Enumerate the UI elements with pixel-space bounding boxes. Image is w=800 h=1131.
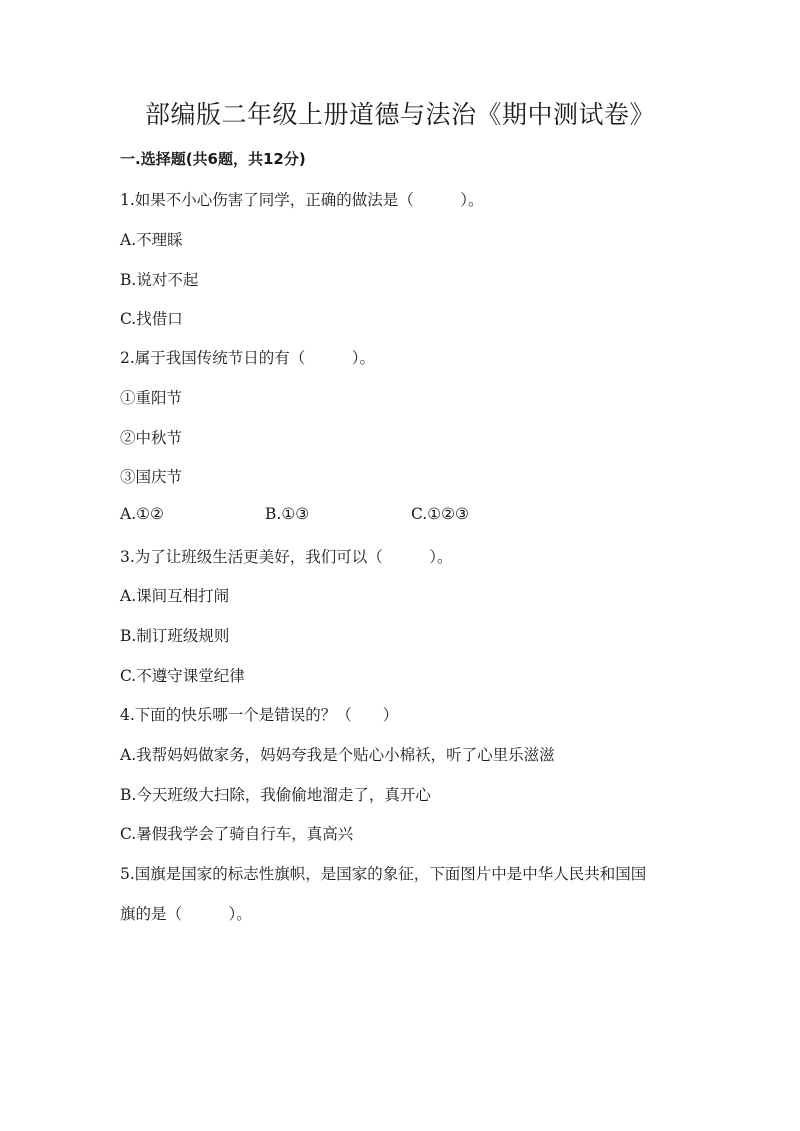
question-1-stem: 1.如果不小心伤害了同学，正确的做法是（ ）。 (120, 191, 484, 209)
question-3-option-a: A.课间互相打闹 (120, 587, 230, 605)
section-heading: 一.选择题(共6题，共12分) (120, 150, 306, 168)
question-2-item-3: ③国庆节 (120, 468, 183, 486)
question-1-option-a: A.不理睬 (120, 231, 183, 249)
question-5-stem-line-1: 5.国旗是国家的标志性旗帜，是国家的象征，下面图片中是中华人民共和国国 (120, 865, 647, 883)
question-4-option-c: C.暑假我学会了骑自行车，真高兴 (120, 825, 354, 843)
question-2-option-c: C.①②③ (411, 505, 469, 523)
question-3-option-c: C.不遵守课堂纪律 (120, 667, 245, 685)
question-3-stem: 3.为了让班级生活更美好，我们可以（ ）。 (120, 548, 453, 566)
question-2-option-a: A.①② (120, 505, 164, 523)
question-2-option-b: B.①③ (265, 505, 310, 523)
question-4-option-a: A.我帮妈妈做家务，妈妈夸我是个贴心小棉袄，听了心里乐滋滋 (120, 746, 555, 764)
page-title: 部编版二年级上册道德与法治《期中测试卷》 (144, 100, 655, 129)
question-2-item-2: ②中秋节 (120, 429, 183, 447)
question-2-item-1: ①重阳节 (120, 389, 183, 407)
question-1-option-b: B.说对不起 (120, 271, 199, 289)
question-3-option-b: B.制订班级规则 (120, 627, 230, 645)
question-1-option-c: C.找借口 (120, 310, 183, 328)
question-4-stem: 4.下面的快乐哪一个是错误的？（ ） (120, 706, 399, 724)
question-5-stem-line-2: 旗的是（ ）。 (120, 905, 252, 923)
question-4-option-b: B.今天班级大扫除，我偷偷地溜走了，真开心 (120, 786, 431, 804)
question-2-stem: 2.属于我国传统节日的有（ ）。 (120, 349, 376, 367)
